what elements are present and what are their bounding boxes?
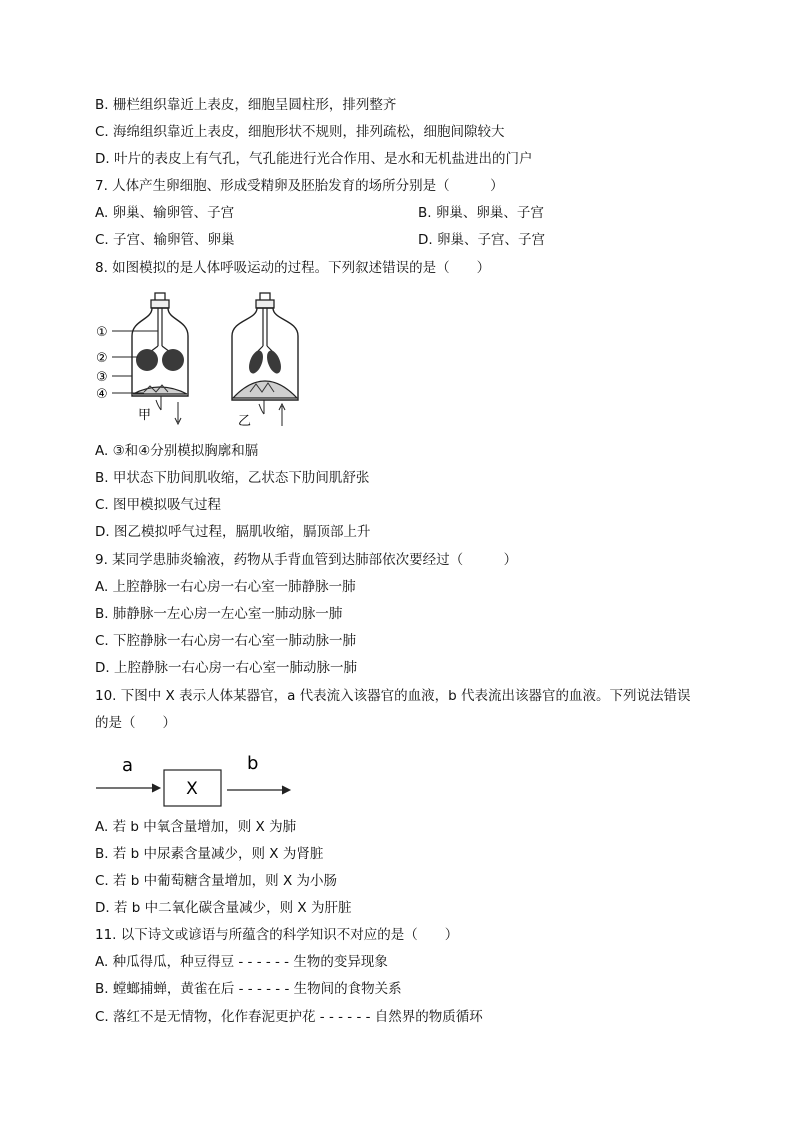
organ-flow-figure: [92, 750, 302, 812]
breathing-model-figure: [92, 288, 322, 436]
label-1: ①: [96, 325, 108, 340]
q9-option-d: D. 上腔静脉一右心房一右心室一肺动脉一肺: [95, 660, 357, 676]
q8-option-c: C. 图甲模拟吸气过程: [95, 497, 222, 513]
q9-option-b: B. 肺静脉一左心房一左心室一肺动脉一肺: [95, 606, 343, 622]
prev-option-b: B. 栅栏组织靠近上表皮，细胞呈圆柱形，排列整齐: [95, 97, 397, 113]
q8-option-b: B. 甲状态下肋间肌收缩，乙状态下肋间肌舒张: [95, 470, 370, 486]
q8-option-a: A. ③和④分别模拟胸廓和膈: [95, 443, 259, 459]
label-4: ④: [96, 387, 108, 402]
q7-option-a: A. 卵巢、输卵管、子宫: [95, 205, 235, 221]
q7-option-b: B. 卵巢、卵巢、子宫: [418, 205, 544, 221]
q10-stem-line2: 的是（ ）: [95, 715, 176, 731]
q10-option-b: B. 若 b 中尿素含量减少，则 X 为肾脏: [95, 846, 324, 862]
label-3: ③: [96, 370, 108, 385]
q11-option-c: C. 落红不是无情物，化作春泥更护花 - - - - - - 自然界的物质循环: [95, 1009, 483, 1025]
label-a: a: [122, 755, 134, 776]
q11-stem: 11. 以下诗文或谚语与所蕴含的科学知识不对应的是（ ）: [95, 927, 459, 943]
jar-right: [232, 293, 298, 426]
q11-option-b: B. 螳螂捕蝉，黄雀在后 - - - - - - 生物间的食物关系: [95, 981, 402, 997]
caption-left: 甲: [138, 408, 152, 423]
q8-option-d: D. 图乙模拟呼气过程，膈肌收缩，膈顶部上升: [95, 524, 371, 540]
lung-balloon-left-1: [136, 349, 158, 371]
q11-option-a: A. 种瓜得瓜，种豆得豆 - - - - - - 生物的变异现象: [95, 954, 388, 970]
label-x: X: [186, 779, 198, 799]
q9-option-a: A. 上腔静脉一右心房一右心室一肺静脉一肺: [95, 579, 356, 595]
label-b: b: [247, 753, 259, 774]
q10-option-a: A. 若 b 中氧含量增加，则 X 为肺: [95, 819, 297, 835]
q10-stem-line1: 10. 下图中 X 表示人体某器官，a 代表流入该器官的血液，b 代表流出该器官的血液。下列说法错误: [95, 688, 691, 704]
q10-option-d: D. 若 b 中二氧化碳含量减少，则 X 为肝脏: [95, 900, 352, 916]
jar-left: [132, 293, 188, 424]
lung-balloon-left-2: [162, 349, 184, 371]
diaphragm-right: [233, 381, 297, 398]
prev-option-d: D. 叶片的表皮上有气孔，气孔能进行光合作用、是水和无机盐进出的门户: [95, 151, 533, 167]
caption-right: 乙: [238, 414, 252, 429]
q7-option-c: C. 子宫、输卵管、卵巢: [95, 232, 235, 248]
q9-option-c: C. 下腔静脉一右心房一右心室一肺动脉一肺: [95, 633, 357, 649]
q7-stem: 7. 人体产生卵细胞、形成受精卵及胚胎发育的场所分别是（ ）: [95, 178, 504, 194]
q10-option-c: C. 若 b 中葡萄糖含量增加，则 X 为小肠: [95, 873, 337, 889]
lung-balloon-right-2: [264, 349, 283, 376]
q9-stem: 9. 某同学患肺炎输液，药物从手背血管到达肺部依次要经过（ ）: [95, 552, 518, 568]
label-2: ②: [96, 351, 108, 366]
lung-balloon-right-1: [246, 349, 265, 376]
q8-stem: 8. 如图模拟的是人体呼吸运动的过程。下列叙述错误的是（ ）: [95, 260, 491, 276]
prev-option-c: C. 海绵组织靠近上表皮，细胞形状不规则，排列疏松，细胞间隙较大: [95, 124, 505, 140]
q7-option-d: D. 卵巢、子宫、子宫: [418, 232, 545, 248]
